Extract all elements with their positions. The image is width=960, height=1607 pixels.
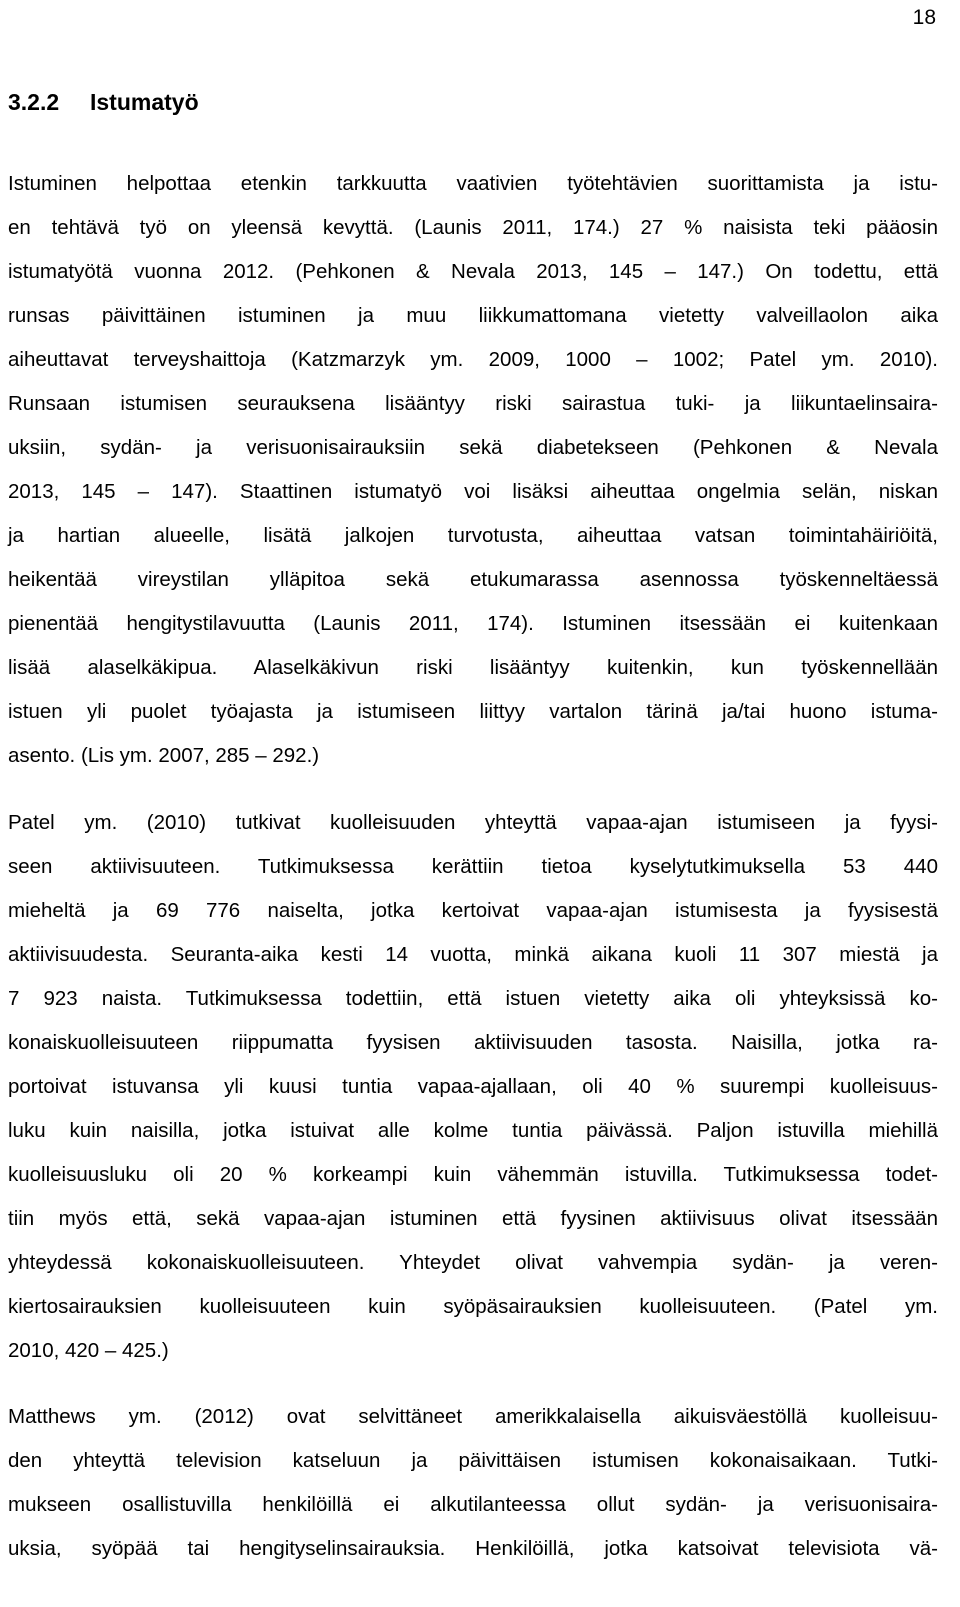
text-line: mukseen osallistuvilla henkilöillä ei alkutilanteessa ollut sydän- ja verisuonisaira- (8, 1493, 938, 1516)
text-line: lisää alaselkäkipua. Alaselkäkivun riski lisääntyy kuitenkin, kun työskennellään (8, 656, 938, 679)
text-line: aiheuttavat terveyshaittoja (Katzmarzyk ym. 2009, 1000 – 1002; Patel ym. 2010). (8, 348, 938, 371)
text-line: Istuminen helpottaa etenkin tarkkuutta vaativien työtehtävien suorittamista ja istu- (8, 172, 938, 195)
text-line: Matthews ym. (2012) ovat selvittäneet amerikkalaisella aikuisväestöllä kuolleisuu- (8, 1405, 938, 1428)
paragraph-patel-study (8, 801, 938, 1373)
paragraph-sitting-work (8, 162, 938, 778)
text-line: luku kuin naisilla, jotka istuivat alle kolme tuntia päivässä. Paljon istuvilla miehillä (8, 1119, 938, 1142)
text-line: mieheltä ja 69 776 naiselta, jotka kertoivat vapaa-ajan istumisesta ja fyysisestä (8, 899, 938, 922)
text-line: yhteydessä kokonaiskuolleisuuteen. Yhteydet olivat vahvempia sydän- ja veren- (8, 1251, 938, 1274)
text-line: 2010, 420 – 425.) (8, 1339, 169, 1362)
text-line: heikentää vireystilan ylläpitoa sekä etukumarassa asennossa työskenneltäessä (8, 568, 938, 591)
text-line: en tehtävä työ on yleensä kevyttä. (Launis 2011, 174.) 27 % naisista teki pääosin (8, 216, 938, 239)
page-number: 18 (912, 6, 936, 29)
section-title: Istumatyö (90, 89, 199, 115)
text-line: portoivat istuvansa yli kuusi tuntia vapaa-ajallaan, oli 40 % suurempi kuolleisuus- (8, 1075, 938, 1098)
text-line: runsas päivittäinen istuminen ja muu liikkumattomana vietetty valveillaolon aika (8, 304, 938, 327)
text-line: asento. (Lis ym. 2007, 285 – 292.) (8, 744, 320, 767)
paragraph-matthews-study (8, 1395, 938, 1571)
text-line: pienentää hengitystilavuutta (Launis 2011, 174). Istuminen itsessään ei kuitenkaan (8, 612, 938, 635)
text-line: konaiskuolleisuuteen riippumatta fyysisen aktiivisuuden tasosta. Naisilla, jotka ra- (8, 1031, 938, 1054)
section-number: 3.2.2 (8, 89, 60, 115)
text-line: den yhteyttä television katseluun ja päivittäisen istumisen kokonaisaikaan. Tutki- (8, 1449, 938, 1472)
text-line: seen aktiivisuuteen. Tutkimuksessa kerättiin tietoa kyselytutkimuksella 53 440 (8, 855, 938, 878)
text-line: aktiivisuudesta. Seuranta-aika kesti 14 vuotta, minkä aikana kuoli 11 307 miestä ja (8, 943, 938, 966)
text-line: 7 923 naista. Tutkimuksessa todettiin, että istuen vietetty aika oli yhteyksissä ko- (8, 987, 938, 1010)
section-heading (8, 88, 199, 116)
text-line: Runsaan istumisen seurauksena lisääntyy riski sairastua tuki- ja liikuntaelinsaira- (8, 392, 938, 415)
text-line: istuen yli puolet työajasta ja istumiseen liittyy vartalon tärinä ja/tai huono istuma- (8, 700, 938, 723)
text-line: uksia, syöpää tai hengityselinsairauksia. Henkilöillä, jotka katsoivat televisiota vä- (8, 1537, 938, 1560)
text-line: Patel ym. (2010) tutkivat kuolleisuuden yhteyttä vapaa-ajan istumiseen ja fyysi- (8, 811, 938, 834)
text-line: kiertosairauksien kuolleisuuteen kuin syöpäsairauksien kuolleisuuteen. (Patel ym. (8, 1295, 938, 1318)
text-line: kuolleisuusluku oli 20 % korkeampi kuin vähemmän istuvilla. Tutkimuksessa todet- (8, 1163, 938, 1186)
text-line: ja hartian alueelle, lisätä jalkojen turvotusta, aiheuttaa vatsan toimintahäiriöitä, (8, 524, 938, 547)
text-line: 2013, 145 – 147). Staattinen istumatyö voi lisäksi aiheuttaa ongelmia selän, niskan (8, 480, 938, 503)
text-line: tiin myös että, sekä vapaa-ajan istuminen että fyysinen aktiivisuus olivat itsessään (8, 1207, 938, 1230)
text-line: istumatyötä vuonna 2012. (Pehkonen & Nevala 2013, 145 – 147.) On todettu, että (8, 260, 938, 283)
text-line: uksiin, sydän- ja verisuonisairauksiin sekä diabetekseen (Pehkonen & Nevala (8, 436, 938, 459)
